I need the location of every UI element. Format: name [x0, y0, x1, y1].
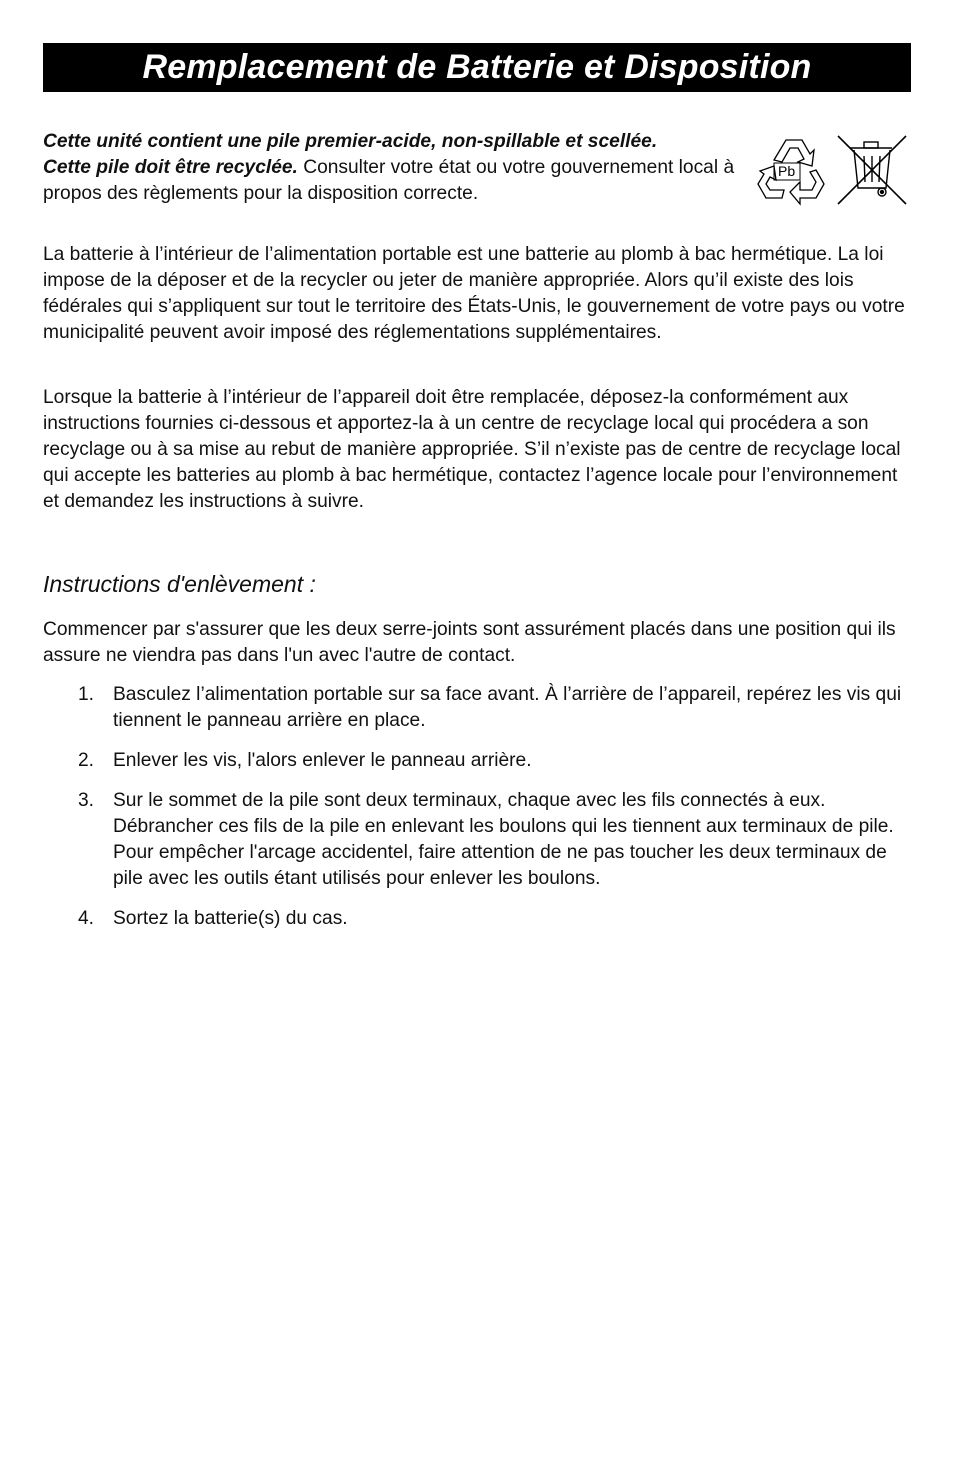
- intro-text: Consulter votre état ou votre gouvernement local à propos des règlements pour la disposition correcte.: [43, 157, 735, 204]
- list-item: [43, 682, 903, 734]
- steps-list: [43, 682, 903, 946]
- step-number: 2.: [78, 750, 95, 771]
- step-text: Sortez la batterie(s) du cas.: [113, 908, 348, 929]
- disposal-icons: [752, 130, 912, 212]
- intro-bold-2: Cette pile doit être recyclée.: [43, 157, 298, 178]
- step-text: Enlever les vis, l'alors enlever le panneau arrière.: [113, 750, 532, 771]
- step-number: 3.: [78, 790, 95, 811]
- recycle-pb-icon: [758, 140, 824, 204]
- page-title: Remplacement de Batterie et Disposition: [142, 48, 812, 86]
- step-number: 4.: [78, 908, 95, 929]
- recycle-pb-label: Pb: [778, 163, 796, 179]
- paragraph-legal: La batterie à l’intérieur de l’alimentation portable est une batterie au plomb à bac hermétique. La loi impose de la déposer et de la recycler ou jeter de manière appropriée. Alors qu’il existe des lois fédérales qui s’appliquent sur tout le territoire des États-Unis, le gouvernement de votre pays ou votre municipalité peuvent avoir imposé des réglementations supplémentaires.: [43, 244, 905, 343]
- intro-notice: [43, 129, 748, 207]
- crossed-bin-icon: [838, 136, 906, 204]
- list-item: [43, 788, 903, 892]
- instructions-lead: Commencer par s'assurer que les deux serre-joints sont assurément placés dans une position qui ils assure ne viendra pas dans l'un avec l'autre de contact.: [43, 619, 896, 666]
- title-bar: [43, 43, 911, 92]
- step-text: Basculez l’alimentation portable sur sa face avant. À l’arrière de l’appareil, repérez les vis qui tiennent le panneau arrière en place.: [113, 684, 902, 731]
- list-item: [43, 906, 903, 932]
- intro-bold-1: Cette unité contient une pile premier-acide, non-spillable et scellée.: [43, 131, 658, 152]
- step-text: Sur le sommet de la pile sont deux terminaux, chaque avec les fils connectés à eux. Débrancher ces fils de la pile en enlevant les boulons qui les tiennent aux terminaux de pile. Pour empêcher l'arcage accidentel, faire attention de ne pas toucher les deux terminaux de pile avec les outils étant utilisés pour enlever les boulons.: [113, 790, 894, 889]
- paragraph-replacement: Lorsque la batterie à l’intérieur de l’appareil doit être remplacée, déposez-la conformément aux instructions fournies ci-dessous et apportez-la à un centre de recyclage local qui procédera a son recyclage ou à sa mise au rebut de manière appropriée. S’il n’existe pas de centre de recyclage local qui accepte les batteries au plomb à bac hermétique, contactez l’agence locale pour l’environnement et demandez les instructions à suivre.: [43, 387, 901, 512]
- instructions-heading: Instructions d'enlèvement :: [43, 571, 316, 597]
- list-item: [43, 748, 903, 774]
- step-number: 1.: [78, 684, 95, 705]
